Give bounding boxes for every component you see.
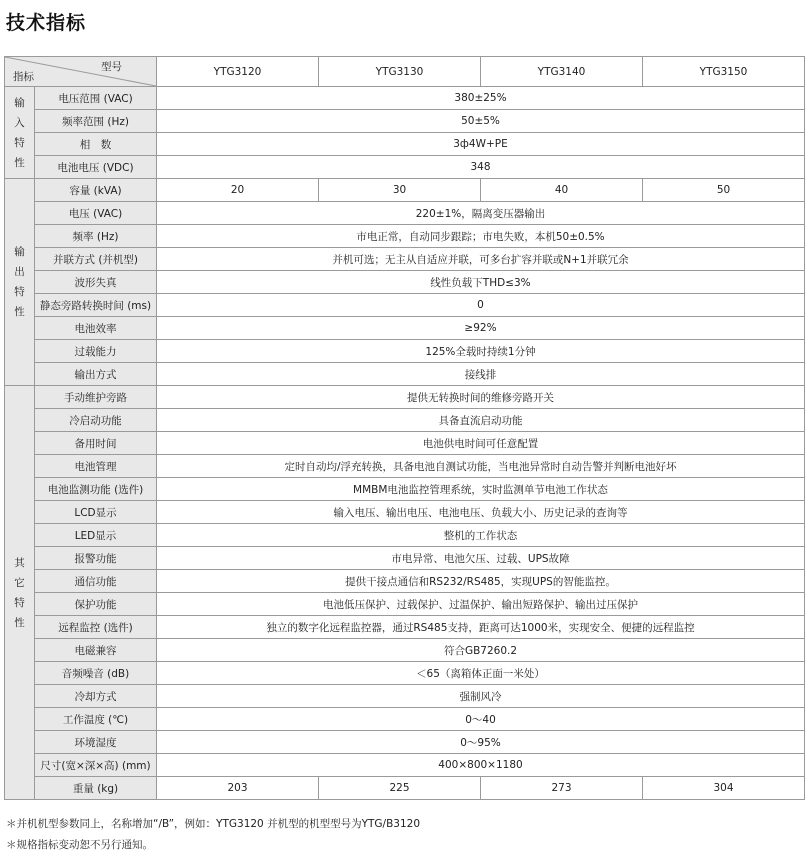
row-label: 工作温度 (℃) bbox=[35, 708, 157, 731]
table-row bbox=[5, 754, 805, 777]
table-row bbox=[5, 156, 805, 179]
value-cell: 40 bbox=[481, 179, 643, 202]
row-label: 静态旁路转换时间 (ms) bbox=[35, 294, 157, 317]
value-cell: 电池供电时间可任意配置 bbox=[157, 432, 805, 455]
row-label: 电池管理 bbox=[35, 455, 157, 478]
table-row bbox=[5, 133, 805, 156]
value-cell: 独立的数字化远程监控器，通过RS485支持，距离可达1000米，实现安全、便捷的远程监控 bbox=[157, 616, 805, 639]
footnotes bbox=[6, 814, 420, 856]
value-cell: 50 bbox=[643, 179, 805, 202]
value-cell: 并机可选；无主从自适应并联，可多台扩容并联或N+1并联冗余 bbox=[157, 248, 805, 271]
model-header: YTG3150 bbox=[643, 57, 805, 87]
table-row bbox=[5, 409, 805, 432]
row-label: 音频噪音 (dB) bbox=[35, 662, 157, 685]
value-cell: MMBM电池监控管理系统，实时监测单节电池工作状态 bbox=[157, 478, 805, 501]
value-cell: 125%全载时持续1分钟 bbox=[157, 340, 805, 363]
corner-spec-label: 指标 bbox=[13, 71, 34, 83]
row-label: 尺寸(宽×深×高) (mm) bbox=[35, 754, 157, 777]
row-label: 容量 (kVA) bbox=[35, 179, 157, 202]
value-cell: 273 bbox=[481, 777, 643, 800]
model-header: YTG3130 bbox=[319, 57, 481, 87]
row-label: 频率 (Hz) bbox=[35, 225, 157, 248]
row-label: 电压范围 (VAC) bbox=[35, 87, 157, 110]
value-cell: 强制风冷 bbox=[157, 685, 805, 708]
value-cell: 0 bbox=[157, 294, 805, 317]
header-row bbox=[5, 57, 805, 87]
row-label: 报警功能 bbox=[35, 547, 157, 570]
model-header: YTG3140 bbox=[481, 57, 643, 87]
row-label: 过载能力 bbox=[35, 340, 157, 363]
value-cell: 线性负载下THD≤3% bbox=[157, 271, 805, 294]
row-label: 保护功能 bbox=[35, 593, 157, 616]
corner-header-cell bbox=[5, 57, 157, 87]
corner-model-label: 型号 bbox=[101, 61, 122, 73]
value-cell: 220±1%，隔离变压器输出 bbox=[157, 202, 805, 225]
table-row bbox=[5, 294, 805, 317]
table-row bbox=[5, 662, 805, 685]
group-label-cell bbox=[5, 179, 35, 386]
table-row bbox=[5, 317, 805, 340]
footnote-spec-change: ＊规格指标变动恕不另行通知。 bbox=[6, 839, 153, 851]
group-label-cell bbox=[5, 386, 35, 800]
table-row bbox=[5, 708, 805, 731]
row-label: 电池电压 (VDC) bbox=[35, 156, 157, 179]
row-label: 相 数 bbox=[35, 133, 157, 156]
value-cell: 输入电压、输出电压、电池电压、负载大小、历史记录的查询等 bbox=[157, 501, 805, 524]
table-row bbox=[5, 731, 805, 754]
value-cell: 提供干接点通信和RS232/RS485，实现UPS的智能监控。 bbox=[157, 570, 805, 593]
value-cell: 提供无转换时间的维修旁路开关 bbox=[157, 386, 805, 409]
row-label: 频率范围 (Hz) bbox=[35, 110, 157, 133]
value-cell: 定时自动均/浮充转换，具备电池自测试功能，当电池异常时自动告警并判断电池好坏 bbox=[157, 455, 805, 478]
row-label: 电压 (VAC) bbox=[35, 202, 157, 225]
row-label: 手动维护旁路 bbox=[35, 386, 157, 409]
table-row bbox=[5, 616, 805, 639]
row-label: 并联方式 (并机型) bbox=[35, 248, 157, 271]
table-row bbox=[5, 593, 805, 616]
group-label: 输入特性 bbox=[14, 96, 25, 169]
row-label: 环境湿度 bbox=[35, 731, 157, 754]
value-cell: ＜65（离箱体正面一米处） bbox=[157, 662, 805, 685]
spec-table bbox=[4, 56, 805, 800]
group-label: 输出特性 bbox=[14, 246, 25, 318]
value-cell: 20 bbox=[157, 179, 319, 202]
value-cell: 0～95% bbox=[157, 731, 805, 754]
row-label: 波形失真 bbox=[35, 271, 157, 294]
table-row bbox=[5, 501, 805, 524]
row-label: 备用时间 bbox=[35, 432, 157, 455]
table-row bbox=[5, 685, 805, 708]
value-cell: 50±5% bbox=[157, 110, 805, 133]
table-row bbox=[5, 179, 805, 202]
model-header: YTG3120 bbox=[157, 57, 319, 87]
table-row bbox=[5, 777, 805, 800]
table-row bbox=[5, 202, 805, 225]
table-row bbox=[5, 432, 805, 455]
row-label: 电池监测功能 (选件) bbox=[35, 478, 157, 501]
value-cell: 203 bbox=[157, 777, 319, 800]
value-cell: 348 bbox=[157, 156, 805, 179]
row-label: 冷启动功能 bbox=[35, 409, 157, 432]
value-cell: ≥92% bbox=[157, 317, 805, 340]
row-label: 远程监控 (选件) bbox=[35, 616, 157, 639]
row-label: 电磁兼容 bbox=[35, 639, 157, 662]
table-row bbox=[5, 110, 805, 133]
table-row bbox=[5, 639, 805, 662]
group-label: 其它特性 bbox=[14, 556, 25, 629]
row-label: 电池效率 bbox=[35, 317, 157, 340]
table-row bbox=[5, 271, 805, 294]
value-cell: 30 bbox=[319, 179, 481, 202]
value-cell: 具备直流启动功能 bbox=[157, 409, 805, 432]
value-cell: 380±25% bbox=[157, 87, 805, 110]
table-row bbox=[5, 386, 805, 409]
table-row bbox=[5, 225, 805, 248]
value-cell: 整机的工作状态 bbox=[157, 524, 805, 547]
value-cell: 225 bbox=[319, 777, 481, 800]
table-row bbox=[5, 570, 805, 593]
row-label: 输出方式 bbox=[35, 363, 157, 386]
value-cell: 市电正常，自动同步跟踪；市电失败，本机50±0.5% bbox=[157, 225, 805, 248]
footnote-parallel-model: ＊并机机型参数同上，名称增加“/B”，例如：YTG3120 并机型的机型型号为YTG/B3120 bbox=[6, 818, 420, 830]
value-cell: 3ф4W+PE bbox=[157, 133, 805, 156]
table-row bbox=[5, 87, 805, 110]
table-row bbox=[5, 363, 805, 386]
table-row bbox=[5, 340, 805, 363]
value-cell: 400×800×1180 bbox=[157, 754, 805, 777]
row-label: 冷却方式 bbox=[35, 685, 157, 708]
page-title: 技术指标 bbox=[6, 12, 87, 34]
value-cell: 电池低压保护、过载保护、过温保护、输出短路保护、输出过压保护 bbox=[157, 593, 805, 616]
table-row bbox=[5, 478, 805, 501]
row-label: LED显示 bbox=[35, 524, 157, 547]
row-label: LCD显示 bbox=[35, 501, 157, 524]
value-cell: 符合GB7260.2 bbox=[157, 639, 805, 662]
row-label: 重量 (kg) bbox=[35, 777, 157, 800]
table-row bbox=[5, 547, 805, 570]
row-label: 通信功能 bbox=[35, 570, 157, 593]
table-row bbox=[5, 455, 805, 478]
value-cell: 市电异常、电池欠压、过载、UPS故障 bbox=[157, 547, 805, 570]
table-row bbox=[5, 524, 805, 547]
value-cell: 304 bbox=[643, 777, 805, 800]
value-cell: 接线排 bbox=[157, 363, 805, 386]
group-label-cell bbox=[5, 87, 35, 179]
value-cell: 0～40 bbox=[157, 708, 805, 731]
table-row bbox=[5, 248, 805, 271]
